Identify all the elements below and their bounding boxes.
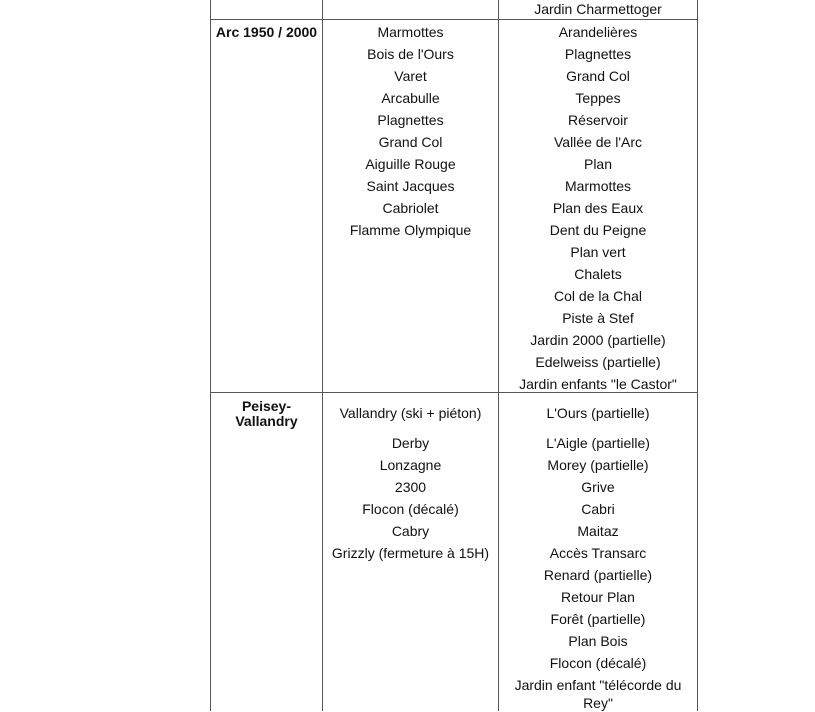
list-item: Jardin enfant "télécorde du: [514, 677, 682, 693]
list-item: Grand Col: [566, 68, 630, 84]
list-item: Arandelières: [558, 24, 638, 40]
list-item: Lonzagne: [379, 457, 442, 473]
list-item: Plan des Eaux: [552, 200, 644, 216]
list-item: Edelweiss (partielle): [535, 354, 661, 370]
list-item: Flocon (décalé): [549, 655, 647, 671]
list-item: Rey": [583, 695, 613, 711]
list-item: Saint Jacques: [366, 178, 455, 194]
row2-col3-list: [499, 402, 697, 712]
list-item: Marmottes: [564, 178, 632, 194]
list-item: Grizzly (fermeture à 15H): [331, 545, 490, 561]
list-item: Grive: [581, 479, 615, 495]
list-item: Accès Transarc: [549, 545, 647, 561]
list-item: Flamme Olympique: [349, 222, 472, 238]
list-item: Cabri: [581, 501, 615, 517]
list-item: Dent du Peigne: [549, 222, 647, 238]
list-item: L'Ours (partielle): [546, 405, 650, 421]
list-item: Morey (partielle): [547, 457, 649, 473]
zone-name-arc: Arc 1950 / 2000: [215, 24, 318, 40]
list-item: L'Aigle (partielle): [546, 435, 650, 451]
list-item: Maitaz: [577, 523, 619, 539]
list-item: Cabry: [391, 523, 430, 539]
list-item: 2300: [394, 479, 427, 495]
list-item: Jardin 2000 (partielle): [530, 332, 666, 348]
list-item: Arcabulle: [381, 90, 440, 106]
list-item: Flocon (décalé): [362, 501, 459, 517]
list-item: Vallée de l'Arc: [553, 134, 642, 150]
zone-name-line2: Vallandry: [235, 413, 298, 429]
list-item: Marmottes: [377, 24, 444, 40]
table-border-right: [697, 0, 698, 711]
list-item: Teppes: [575, 90, 621, 106]
list-item: Plagnettes: [377, 112, 444, 128]
row1-col2-list: [323, 21, 498, 241]
row1-col3-list: [499, 21, 697, 395]
table-border-left: [210, 0, 211, 711]
list-item: Varet: [394, 68, 427, 84]
list-item: Derby: [391, 435, 430, 451]
list-item: Réservoir: [568, 112, 628, 128]
list-item: Jardin enfants "le Castor": [519, 376, 677, 392]
list-item: Renard (partielle): [543, 567, 653, 583]
top-row-col3-item: Jardin Charmettoger: [534, 1, 662, 17]
list-item: Piste à Stef: [562, 310, 634, 326]
list-item: Forêt (partielle): [550, 611, 646, 627]
list-item: Aiguille Rouge: [365, 156, 456, 172]
list-item: Plan vert: [570, 244, 626, 260]
list-item: Plan Bois: [568, 633, 628, 649]
list-item: Cabriolet: [382, 200, 439, 216]
row2-col2-list: [323, 402, 498, 564]
zone-name-peisey: [211, 399, 322, 429]
list-item: Vallandry (ski + piéton): [339, 405, 482, 421]
zone-name-line1: Peisey-: [241, 398, 292, 414]
list-item: Plagnettes: [564, 46, 632, 62]
list-item: Bois de l'Ours: [367, 46, 454, 62]
list-item: Col de la Chal: [554, 288, 642, 304]
list-item: Plan: [583, 156, 613, 172]
list-item: Retour Plan: [561, 589, 635, 605]
list-item: Grand Col: [378, 134, 443, 150]
list-item: Chalets: [574, 266, 622, 282]
